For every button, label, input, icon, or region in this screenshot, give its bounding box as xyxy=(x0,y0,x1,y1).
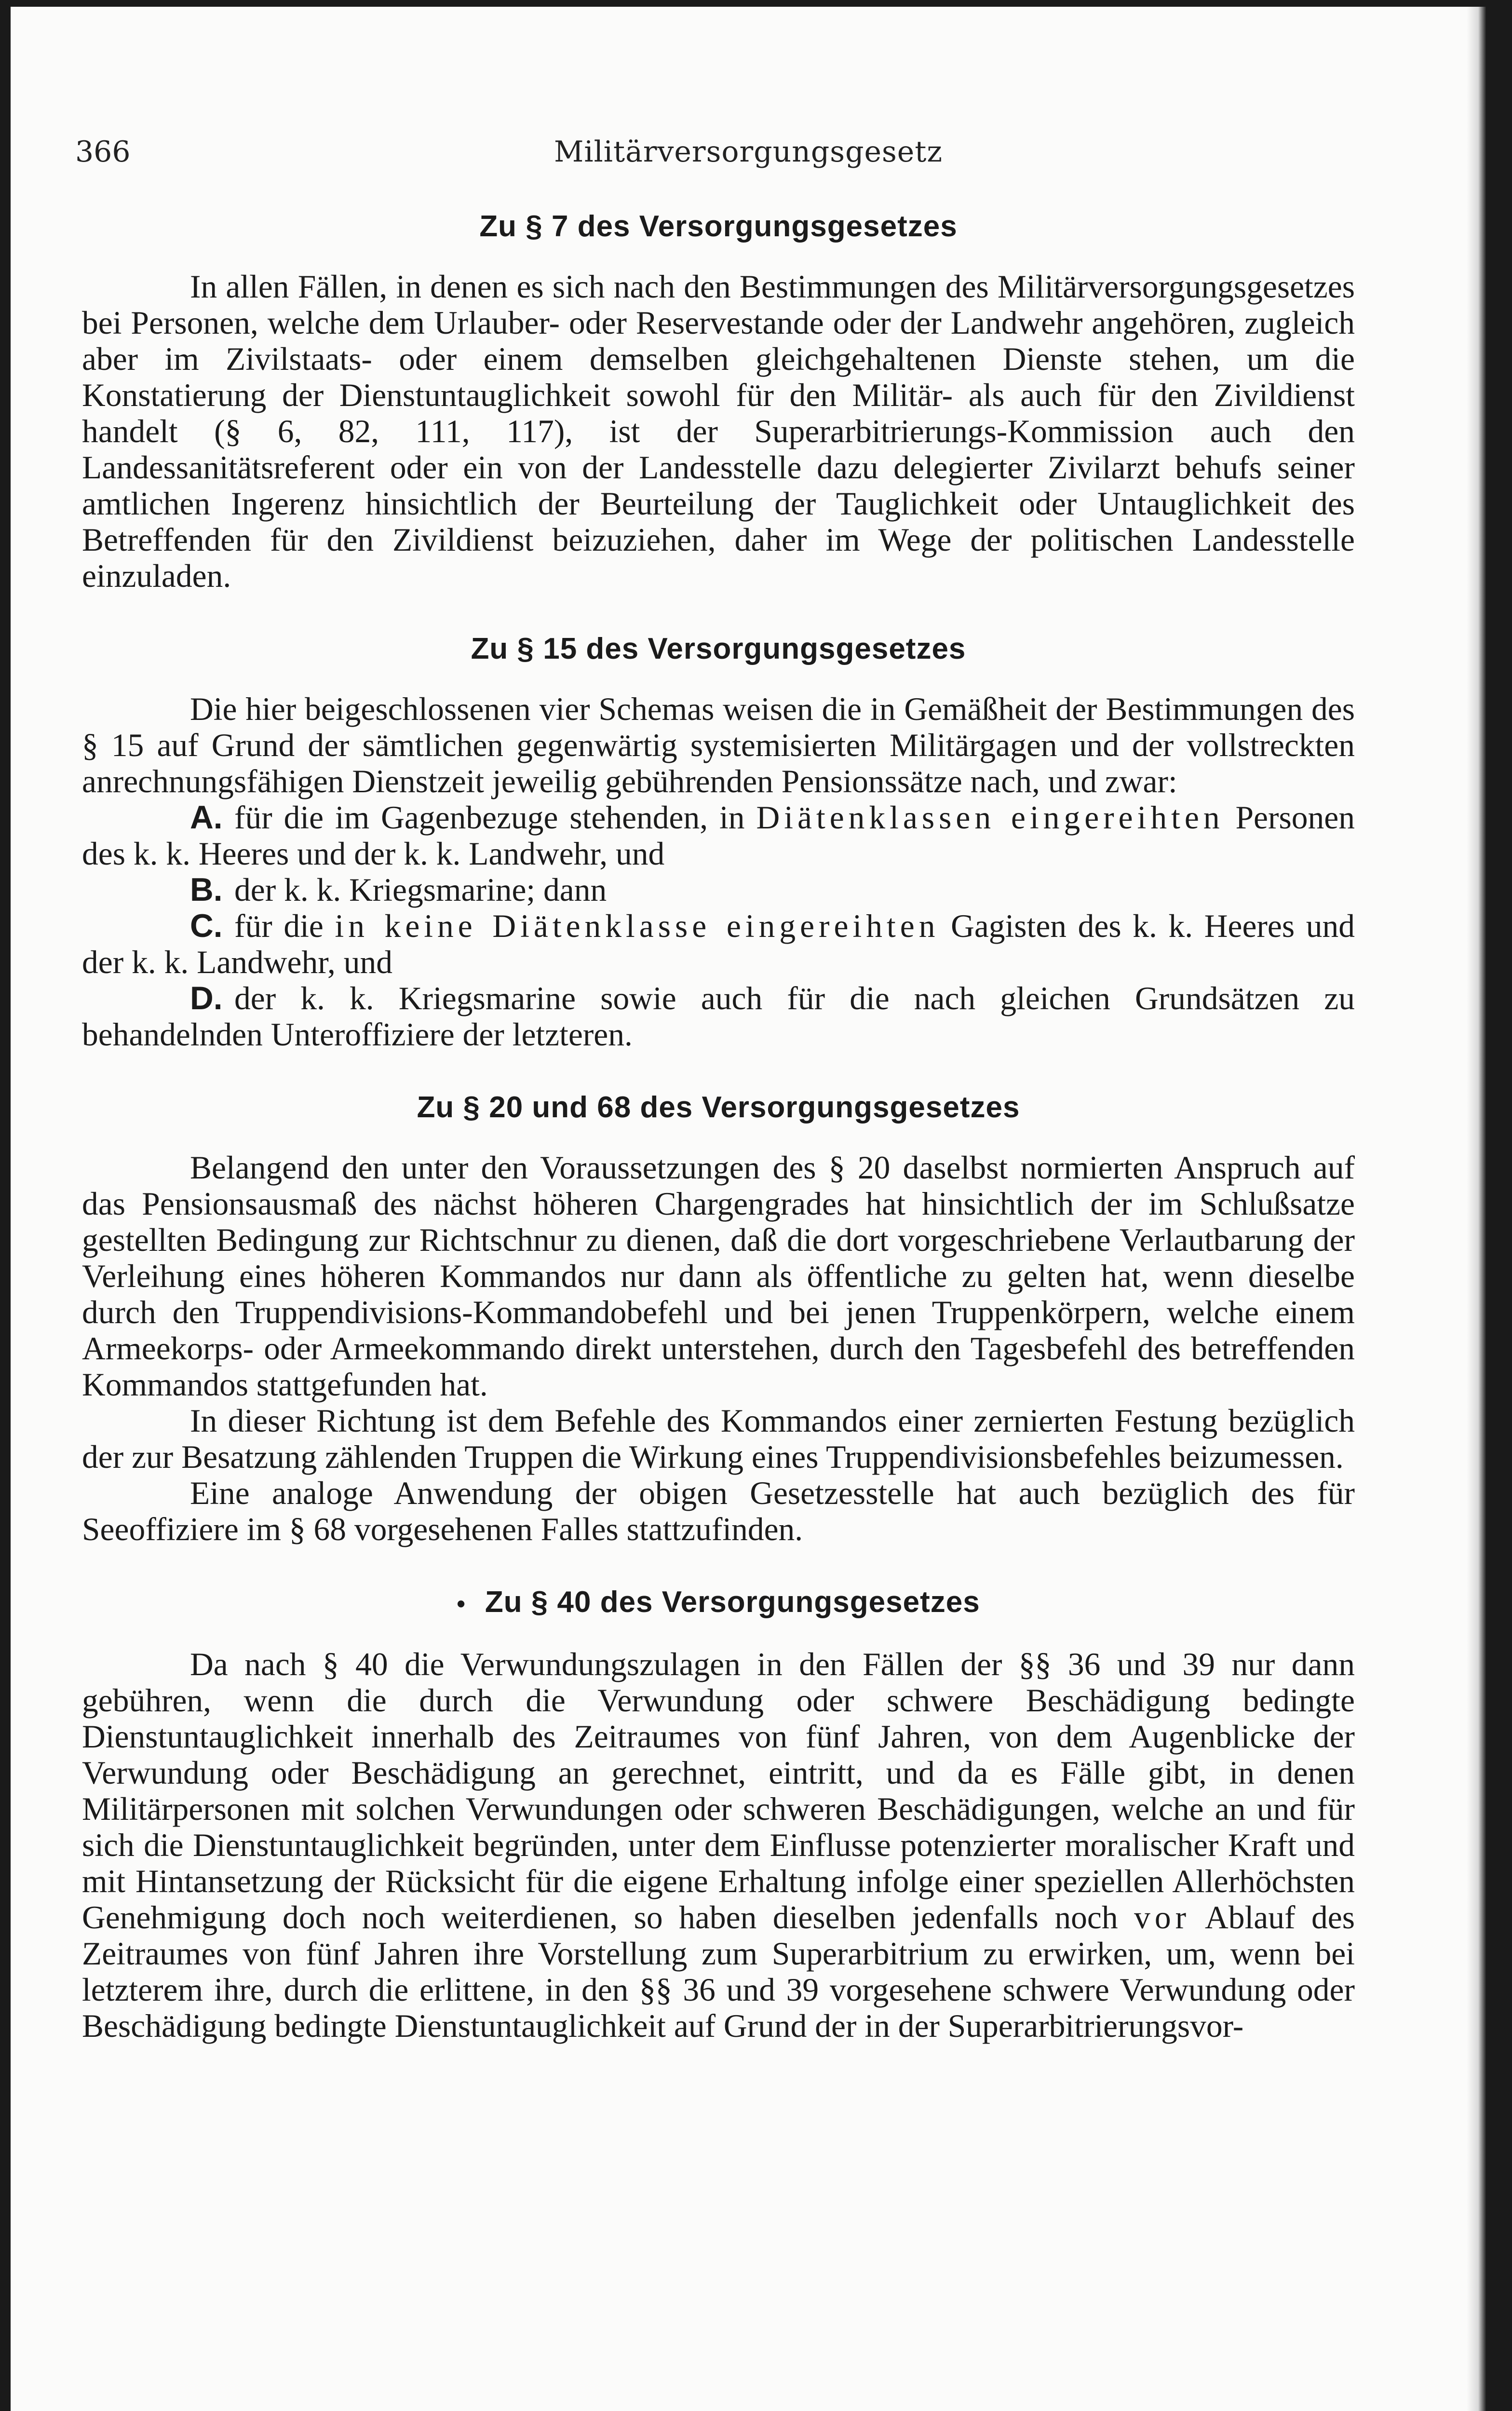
list-item-text: der k. k. Kriegsmarine; dann xyxy=(234,872,607,908)
page-gutter-shadow xyxy=(1467,7,1486,2411)
list-item-label: D. xyxy=(190,980,223,1016)
spaced-emphasis: in keine Diätenklasse eingereihten xyxy=(335,908,940,944)
list-item-label: C. xyxy=(190,908,223,944)
section-heading: Zu § 15 des Versorgungsgesetzes xyxy=(471,632,966,665)
list-item-text: Gagisten des k. k. Heeres und der k. k. Landwehr, und xyxy=(82,908,1355,980)
paragraph: Belangend den unter den Voraussetzungen des § 20 daselbst normierten Anspruch auf das Pensionsausmaß des nächst höheren Chargengrades hat hinsichtlich der im Schlußsatze gestellten Bedingung zur Richtschnur zu dienen, daß die dort vorgeschriebene Verlautbarung der Verleihung eines höheren Kommandos nur dann als öffentliche zu gelten hat, wenn dieselbe durch den Truppendivisions-Kommandobefehl und bei jenen Truppenkörpern, welche einem Armeekorps- oder Armeekommando direkt unterstehen, durch den Tagesbefehl des betreffenden Kommandos stattgefunden hat. xyxy=(82,1150,1355,1403)
list-item-c xyxy=(82,908,1355,980)
section-heading: Zu § 20 und 68 des Versorgungsgesetzes xyxy=(417,1091,1020,1124)
paragraph: In dieser Richtung ist dem Befehle des Kommandos einer zernierten Festung bezüglich der zur Besatzung zählenden Truppen die Wirkung eines Truppendivisionsbefehles beizumessen. xyxy=(82,1403,1355,1475)
list-item-text: für die xyxy=(234,908,335,944)
list-item-d xyxy=(82,980,1355,1053)
running-title: Militärversorgungsgesetz xyxy=(554,135,943,169)
paragraph: Eine analoge Anwendung der obigen Gesetzesstelle hat auch bezüglich des für Seeoffiziere im § 68 vorgesehenen Falles stattzufinden. xyxy=(82,1475,1355,1547)
section-heading-row xyxy=(82,1584,1355,1622)
paragraph: Die hier beigeschlossenen vier Schemas weisen die in Gemäßheit der Bestimmungen des § 15 auf Grund der sämtlichen gegenwärtig systemisierten Militärgagen und der vollstreckten anrechnungsfähigen Dienstzeit jeweilig gebührenden Pensionssätze nach, und zwar: xyxy=(82,691,1355,799)
list-item-label: A. xyxy=(190,799,223,836)
section-paragraph-7 xyxy=(82,208,1355,594)
running-header xyxy=(11,135,1486,178)
list-item-text: für die im Gagenbezuge stehenden, in xyxy=(234,799,756,836)
paragraph-text: Ablauf des Zeitraumes von fünf Jahren ihre Vorstellung zum Superarbitrium zu erwirken, um, wenn bei letzterem ihre, durch die erlittene, in den §§ 36 und 39 vorgesehene schwere Verwundung oder Beschädigung bedingte Dienstuntauglichkeit auf Grund der in der Superarbitrierungsvor- xyxy=(82,1899,1355,2045)
book-page xyxy=(11,7,1486,2411)
section-paragraph-15 xyxy=(82,631,1355,1053)
section-paragraph-40 xyxy=(82,1584,1355,2044)
spaced-emphasis: Diätenklassen eingereihten xyxy=(756,799,1224,836)
paragraph xyxy=(82,1646,1355,2044)
section-heading: Zu § 7 des Versorgungsgesetzes xyxy=(479,210,958,243)
margin-mark: • xyxy=(457,1590,466,1618)
paragraph-text: Da nach § 40 die Verwundungszulagen in den Fällen der §§ 36 und 39 nur dann gebühren, wenn die durch die Verwundung oder schwere Beschädigung bedingte Dienstuntauglichkeit innerhalb des Zeitraumes von fünf Jahren, von dem Augenblicke der Verwundung oder Beschädigung an gerechnet, eintritt, und da es Fälle gibt, in denen Militärpersonen mit solchen Verwundungen oder schweren Beschädigungen, welche an und für sich die Dienstuntauglichkeit begründen, unter dem Einflusse potenzierter moralischer Kraft und mit Hintansetzung der Rücksicht für die eigene Erhaltung infolge einer speziellen Allerhöchsten Genehmigung doch noch weiterdienen, so haben dieselben jedenfalls noch xyxy=(82,1646,1355,1936)
list-item-a xyxy=(82,799,1355,872)
list-item-label: B. xyxy=(190,872,223,908)
list-item-text: der k. k. Kriegsmarine sowie auch für die nach gleichen Grundsätzen zu behandelnden Unteroffiziere der letzteren. xyxy=(82,980,1355,1053)
paragraph: In allen Fällen, in denen es sich nach den Bestimmungen des Militärversorgungsgesetzes bei Personen, welche dem Urlauber- oder Reservestande oder der Landwehr angehören, zugleich aber im Zivilstaats- oder einem demselben gleichgehaltenen Dienste stehen, um die Konstatierung der Dienstuntauglichkeit sowohl für den Militär- als auch für den Zivildienst handelt (§ 6, 82, 111, 117), ist der Superarbitrierungs-Kommission auch den Landessanitätsreferent oder ein von der Landesstelle dazu delegierter Zivilarzt behufs seiner amtlichen Ingerenz hinsichtlich der Beurteilung der Tauglichkeit oder Untauglichkeit des Betreffenden für den Zivildienst beizuziehen, daher im Wege der politischen Landesstelle einzuladen. xyxy=(82,269,1355,594)
page-number: 366 xyxy=(75,135,131,169)
list-item-text: Personen des k. k. Heeres und der k. k. Landwehr, und xyxy=(82,799,1355,872)
section-heading: Zu § 40 des Versorgungsgesetzes xyxy=(485,1585,980,1619)
spaced-emphasis: vor xyxy=(1134,1899,1191,1936)
list-item-b xyxy=(82,872,1355,908)
page-body xyxy=(82,200,1355,2081)
section-paragraph-20-68 xyxy=(82,1089,1355,1547)
